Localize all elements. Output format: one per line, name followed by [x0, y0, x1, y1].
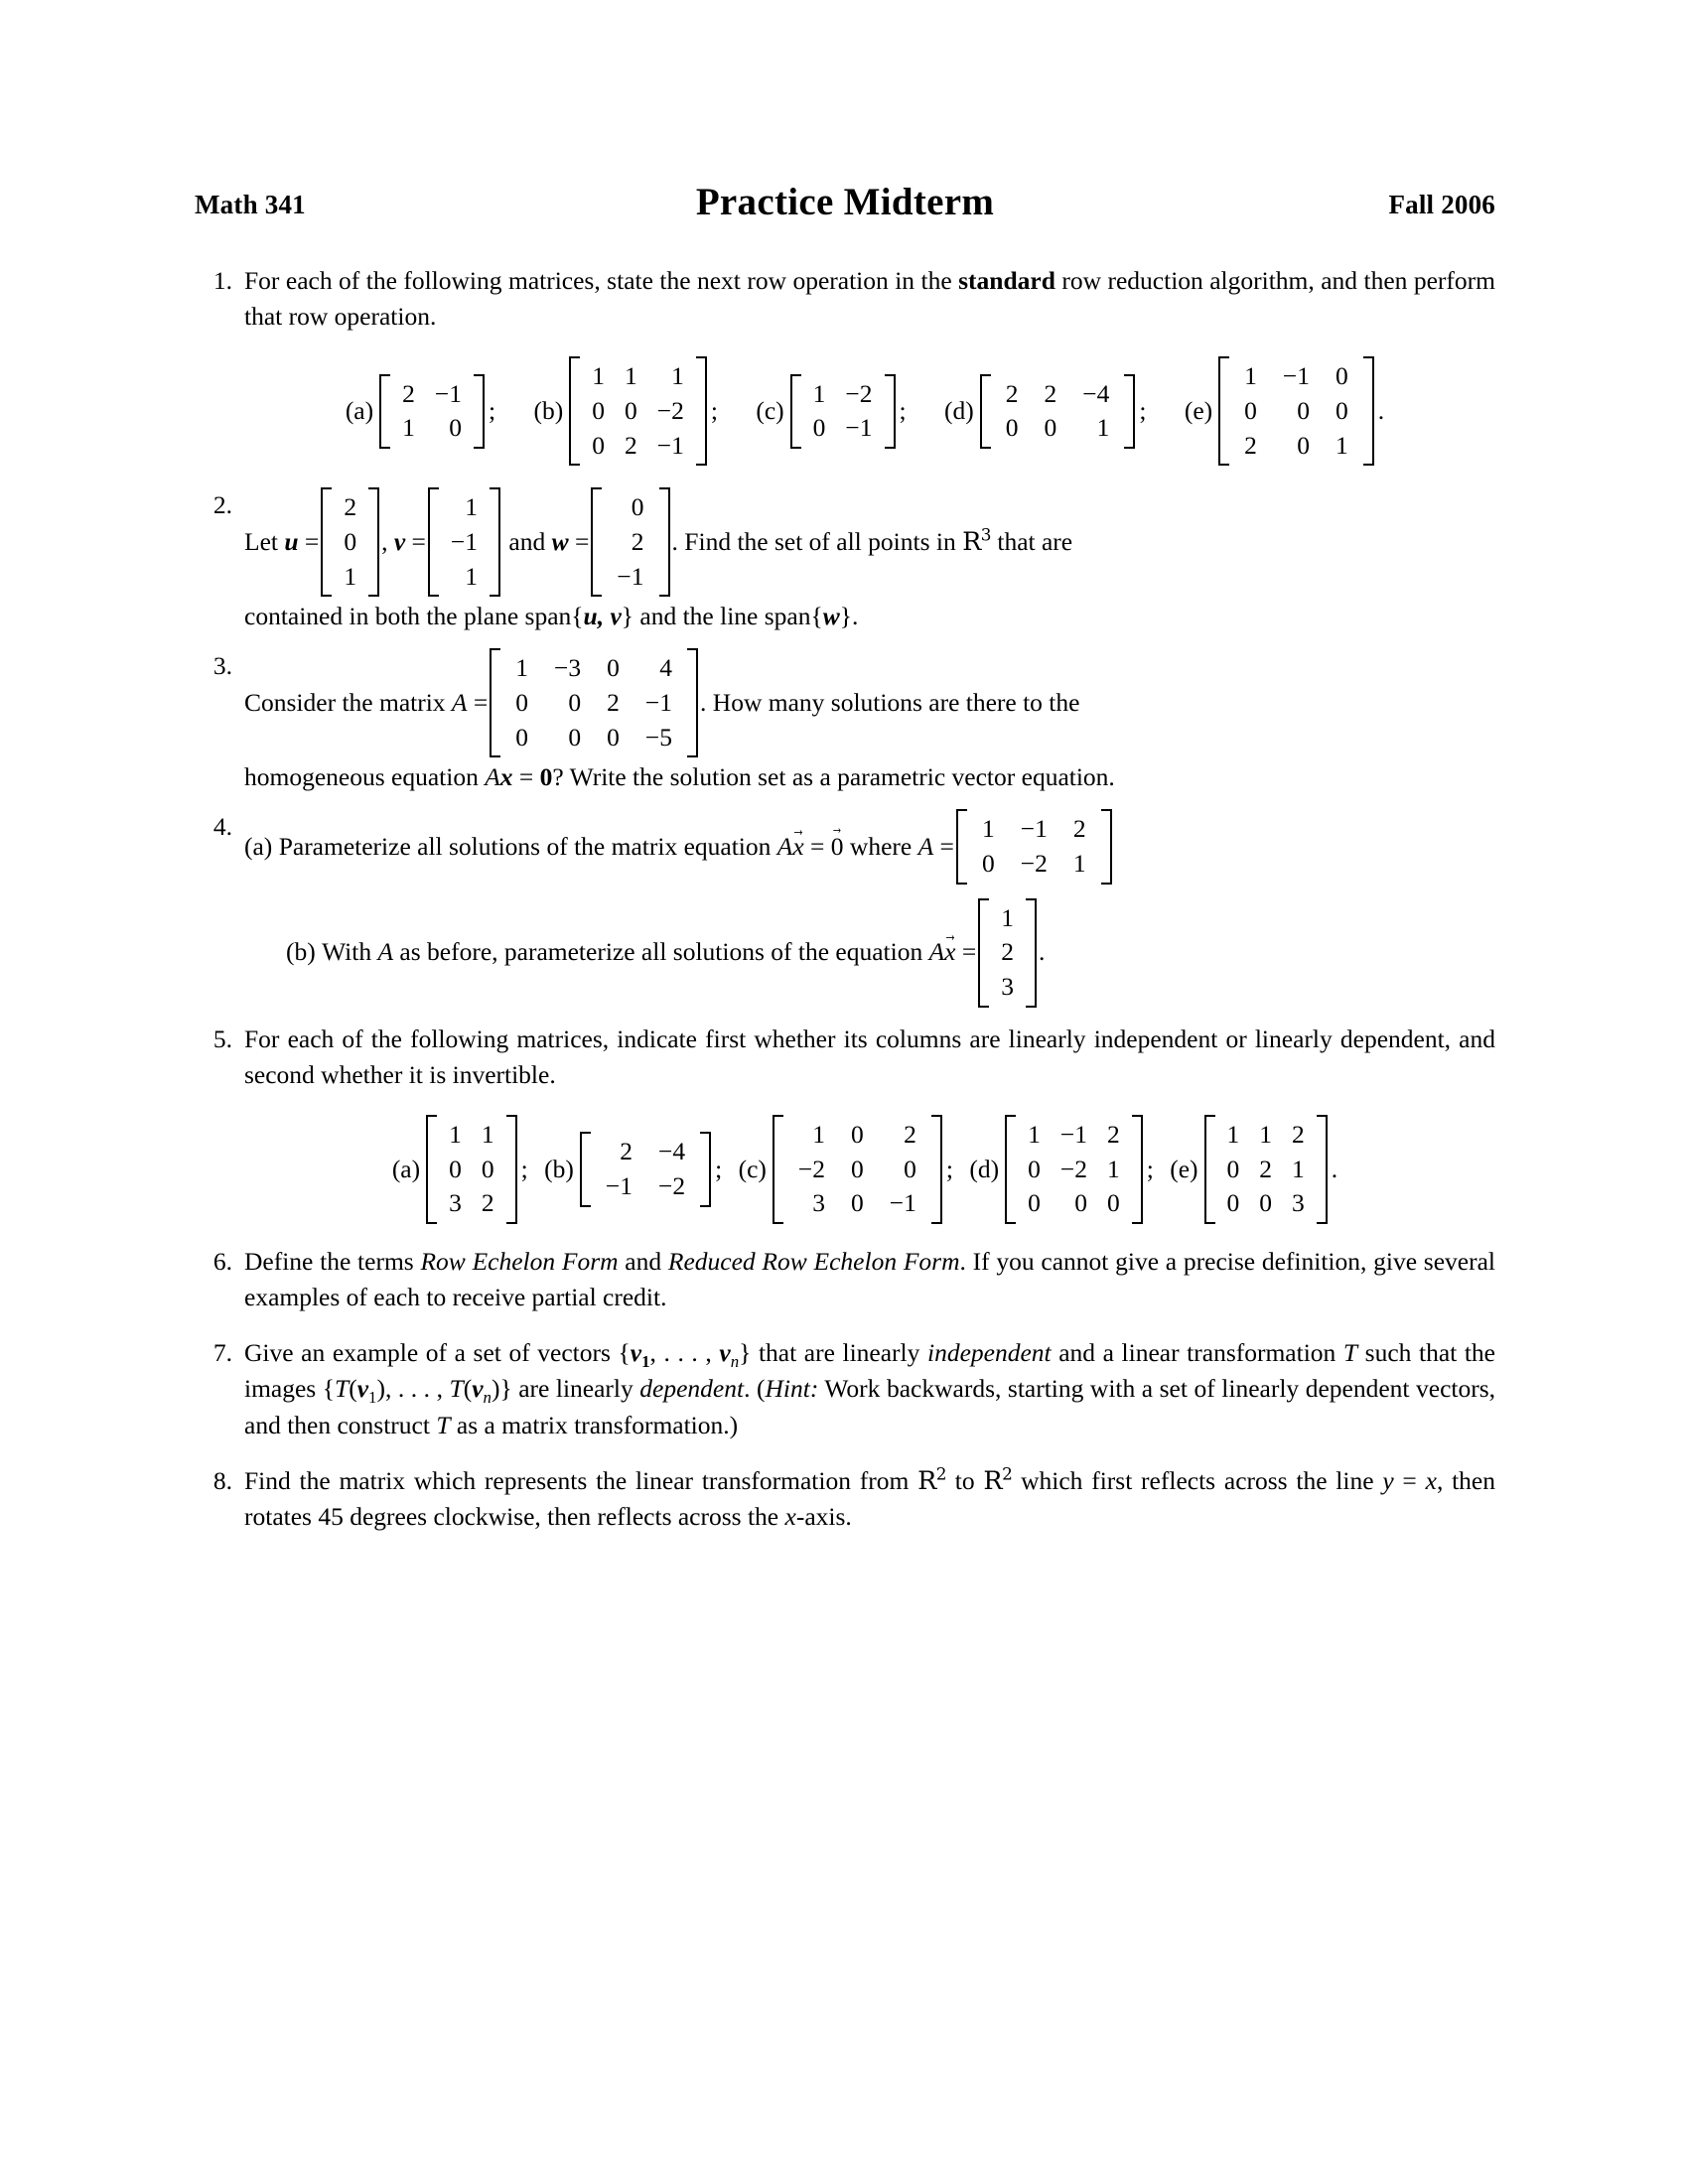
cell: 0: [631, 492, 644, 522]
line-equation: y = x: [1382, 1465, 1437, 1495]
term-independent: independent: [926, 1338, 1052, 1368]
vector-v1: [630, 1338, 650, 1372]
cell: 1: [465, 561, 479, 591]
cell: 0: [607, 653, 620, 683]
term-row-echelon-form: Row Echelon Form: [420, 1246, 619, 1276]
vector-u-name: u: [284, 526, 299, 556]
and-word: and: [508, 526, 546, 556]
cell: 3: [1292, 1188, 1305, 1218]
vector-u: [321, 487, 379, 597]
problem-7: [195, 1335, 1495, 1443]
problem-4-part-a-text: Parameterize all solutions of the matrix equation: [278, 831, 772, 861]
cell: 0: [981, 849, 995, 879]
cell: 0: [592, 396, 605, 426]
problem-2-tail2: that are: [997, 526, 1073, 556]
separator: ;: [715, 1154, 723, 1183]
cell: 0: [624, 396, 637, 426]
cell: 0: [481, 1154, 494, 1183]
matrix-equation-lhs: Ax →: [777, 829, 804, 866]
real-space-symbol: [962, 524, 991, 561]
problem-2: [195, 487, 1495, 634]
cell: 0: [1107, 1188, 1120, 1218]
problem-7-seg5: } are linearly: [499, 1374, 640, 1404]
cell: 1: [1107, 1154, 1120, 1183]
cell: 1: [1259, 1119, 1273, 1149]
problem-4-part-a-label: (a): [244, 831, 273, 861]
cell: −1: [889, 1188, 916, 1218]
separator: ;: [899, 396, 907, 426]
cell: 0: [1028, 1154, 1041, 1183]
cell: 0: [515, 722, 529, 751]
problem-1-matrix-a: [379, 374, 485, 449]
cell: 0: [1336, 361, 1348, 391]
equals-sign: =: [939, 831, 954, 861]
problem-5-part-b: [544, 1132, 732, 1206]
vector-v-name: v: [393, 526, 406, 556]
problem-7-number: 7.: [212, 1338, 232, 1368]
cell: 0: [449, 1154, 462, 1183]
problem-2-statement-line-1: [244, 487, 1495, 597]
cell: 1: [1244, 361, 1257, 391]
course-label: Math 341: [195, 190, 306, 219]
cell: −1: [605, 1170, 633, 1200]
cell: −1: [644, 687, 673, 717]
problem-1-text-after-bold: row reduction algorithm, and then perform that row operation.: [244, 266, 1495, 332]
image-set: $T(v_1)$, . . . , $T(v_n)$: [335, 1374, 500, 1408]
problem-4: [195, 809, 1495, 1007]
problem-1-matrix-c: [790, 374, 896, 449]
problem-list: [195, 263, 1495, 1551]
problem-8-seg1: Find the matrix which represents the linear transformation from: [244, 1465, 918, 1495]
problem-8-seg4: , then rotates 45 degrees clockwise, then reflects across the: [244, 1465, 1495, 1532]
cell: 1: [1001, 902, 1014, 932]
cell: 0: [568, 722, 582, 751]
problem-2-line2-post: }.: [839, 602, 859, 631]
problem-7-seg8: as a matrix transformation.): [450, 1410, 739, 1439]
term-label: Fall 2006: [1388, 190, 1495, 219]
problem-7-seg7: Work backwards, starting with a set of linearly dependent vectors, and then construct: [244, 1374, 1496, 1439]
problem-7-seg4: such that the images {: [244, 1338, 1495, 1404]
problem-8-number: 8.: [212, 1465, 232, 1495]
problem-3-line2-pre: homogeneous equation: [244, 762, 486, 792]
cell: 1: [592, 361, 605, 391]
equals-sign: =: [411, 526, 426, 556]
problem-1-part-d: [944, 374, 1156, 449]
cell: 0: [1297, 430, 1311, 460]
separator: .: [1331, 1154, 1338, 1183]
problem-7-seg2: } that are linearly: [739, 1338, 927, 1368]
problem-3-matrix-A: [490, 648, 698, 757]
vector-index-1: 1: [641, 1352, 650, 1372]
cell: 1: [515, 653, 529, 683]
vector-v-letter: v: [719, 1338, 731, 1368]
problem-7-seg3: and a linear transformation: [1051, 1338, 1343, 1368]
real-space-exponent: 2: [1002, 1463, 1013, 1484]
problem-8: [195, 1463, 1495, 1535]
cell: −2: [1020, 849, 1048, 879]
cell: −2: [1059, 1154, 1088, 1183]
equals-sign: =: [961, 937, 977, 967]
cell: 0: [515, 687, 529, 717]
cell: −5: [644, 722, 673, 751]
cell: 1: [344, 561, 357, 591]
problem-1-part-a: [346, 374, 505, 449]
cell: 1: [449, 1119, 462, 1149]
cell: 3: [449, 1188, 462, 1218]
cell: 1: [402, 413, 415, 443]
problem-2-line2-pre: contained in both the plane span{: [244, 602, 584, 631]
cell: 2: [607, 687, 620, 717]
problem-8-statement: [244, 1463, 1495, 1535]
problem-5-matrix-a: [426, 1115, 517, 1224]
cell: −4: [657, 1137, 686, 1166]
matrix-A-name: A: [451, 687, 468, 717]
term-dependent: dependent: [639, 1374, 745, 1404]
cell: 1: [1028, 1119, 1041, 1149]
cell: −1: [845, 413, 873, 443]
cell: 2: [402, 378, 415, 408]
separator: ;: [489, 396, 496, 426]
problem-5: [195, 1022, 1495, 1224]
problem-1: [195, 263, 1495, 466]
cell: 0: [1336, 396, 1348, 426]
cell: −1: [656, 430, 684, 460]
cell: −1: [450, 526, 479, 556]
zero-vector: 0 →: [831, 829, 844, 866]
problem-6-seg2: and: [618, 1246, 668, 1276]
separator: .: [1377, 396, 1385, 426]
vector-v: [428, 487, 500, 597]
equals-sign: =: [304, 526, 320, 556]
transformation-T: T: [1342, 1338, 1358, 1368]
problem-1-part-a-label: (a): [345, 396, 374, 426]
cell: 2: [1107, 1119, 1120, 1149]
problem-5-matrices: [244, 1115, 1495, 1224]
real-space-letter: R: [917, 1465, 936, 1496]
problem-5-matrix-e: [1204, 1115, 1328, 1224]
problem-2-line2-mid: } and the line span{: [621, 602, 823, 631]
separator: ;: [945, 1154, 954, 1183]
matrix-equation-lhs: Ax →: [929, 934, 956, 971]
separator: ;: [520, 1154, 528, 1183]
cell: −2: [656, 396, 684, 426]
problem-2-number: 2.: [212, 490, 232, 520]
cell: 2: [481, 1188, 494, 1218]
cell: 0: [1074, 1188, 1088, 1218]
comma: ,: [381, 526, 388, 556]
separator: ;: [1146, 1154, 1154, 1183]
cell: 1: [624, 361, 637, 391]
cell: 0: [1244, 396, 1257, 426]
problem-5-part-a: [392, 1115, 538, 1224]
cell: 0: [449, 413, 463, 443]
problem-6-statement: [244, 1244, 1495, 1315]
problem-8-seg5: -axis.: [795, 1502, 852, 1532]
cell: −2: [845, 378, 873, 408]
problem-1-text-before-bold: For each of the following matrices, state the next row operation in the: [244, 266, 959, 295]
cell: 1: [1336, 430, 1348, 460]
separator: ;: [1139, 396, 1147, 426]
cell: 0: [851, 1154, 864, 1183]
problem-5-part-e-label: (e): [1170, 1154, 1198, 1183]
vector-w-name: w: [551, 526, 569, 556]
cell: 0: [607, 722, 620, 751]
equals-sign: =: [575, 526, 590, 556]
cell: 1: [812, 1119, 826, 1149]
problem-2-tail: . Find the set of all points in: [671, 526, 956, 556]
problem-1-matrices: [244, 356, 1495, 466]
span-uv: u, v: [583, 602, 622, 631]
matrix-A-name: A: [917, 831, 934, 861]
page-header: [195, 181, 1495, 229]
cell: 2: [631, 526, 644, 556]
problem-1-part-e-label: (e): [1184, 396, 1213, 426]
transformation-T-2: T: [436, 1410, 451, 1439]
cell: 2: [904, 1119, 916, 1149]
problem-5-part-d-label: (d): [969, 1154, 1000, 1183]
problem-5-number: 5.: [212, 1024, 232, 1053]
problem-3-statement-line-2: [244, 759, 1495, 795]
problem-4-part-b-label: (b): [286, 937, 316, 967]
real-space-letter: R: [983, 1465, 1003, 1496]
problem-4-rhs-vector: [978, 898, 1037, 1008]
where-word: where: [849, 831, 913, 861]
cell: 1: [1072, 849, 1086, 879]
vector-w: [591, 487, 669, 597]
cell: 0: [904, 1154, 916, 1183]
cell: 2: [344, 492, 357, 522]
real-space-exponent: 3: [980, 524, 991, 545]
problem-1-bold-word: standard: [958, 266, 1055, 295]
period: .: [1039, 937, 1046, 967]
page-title: Practice Midterm: [695, 181, 995, 223]
cell: 3: [1001, 971, 1014, 1001]
real-space-symbol-2: [983, 1463, 1013, 1496]
cell: 2: [624, 430, 637, 460]
problem-5-part-e: [1170, 1115, 1347, 1224]
problem-4-part-b-text-2: as before, parameterize all solutions of the equation: [399, 937, 923, 967]
cell: 0: [1044, 413, 1057, 443]
problem-5-part-b-label: (b): [544, 1154, 574, 1183]
cell: −1: [1020, 814, 1048, 844]
problem-2-lead: Let: [244, 526, 278, 556]
problem-5-statement: For each of the following matrices, indicate first whether its columns are linearly independent or linearly dependent, and second whether it is invertible.: [244, 1024, 1495, 1089]
problem-4-part-b-text-1: With: [322, 937, 372, 967]
cell: −3: [554, 653, 582, 683]
problem-5-part-d: [969, 1115, 1163, 1224]
problem-3-number: 3.: [212, 651, 232, 681]
problem-1-matrix-d: [980, 374, 1136, 449]
vector-dots: , . . . ,: [649, 1338, 720, 1368]
cell: 4: [659, 653, 673, 683]
problem-2-statement-line-2: [244, 599, 1495, 634]
homogeneous-equation: Ax = 0: [485, 762, 553, 792]
term-reduced-row-echelon-form: Reduced Row Echelon Form: [667, 1246, 960, 1276]
cell: 0: [568, 687, 582, 717]
cell: 0: [1226, 1188, 1240, 1218]
problem-6-seg1: Define the terms: [244, 1246, 421, 1276]
problem-3-tail: . How many solutions are there to the: [700, 687, 1080, 717]
problem-7-seg1: Give an example of a set of vectors {: [244, 1338, 631, 1368]
problem-5-part-c-label: (c): [738, 1154, 767, 1183]
cell: −1: [1282, 361, 1311, 391]
problem-3-lead: Consider the matrix: [244, 687, 446, 717]
equals-sign: =: [473, 687, 489, 717]
problem-4-number: 4.: [212, 812, 232, 842]
problem-7-statement: [244, 1335, 1495, 1443]
cell: 0: [1259, 1188, 1273, 1218]
cell: 1: [1292, 1154, 1305, 1183]
problem-1-part-e: [1185, 356, 1394, 466]
problem-1-matrix-b: [569, 356, 707, 466]
problem-6-seg3: . If you cannot give a precise definition, give several examples of each to receive partial credit.: [244, 1246, 1495, 1312]
cell: 0: [344, 526, 357, 556]
problem-1-number: 1.: [212, 266, 232, 295]
cell: −1: [617, 561, 644, 591]
cell: 0: [1226, 1154, 1240, 1183]
cell: 2: [1292, 1119, 1305, 1149]
cell: 2: [1044, 378, 1057, 408]
cell: 1: [1226, 1119, 1240, 1149]
problem-3-line2-post: ? Write the solution set as a parametric vector equation.: [552, 762, 1115, 792]
cell: −4: [1082, 378, 1110, 408]
separator: ;: [710, 396, 718, 426]
cell: 2: [1001, 937, 1014, 967]
cell: 0: [851, 1119, 864, 1149]
cell: 2: [1005, 378, 1019, 408]
problem-1-part-c-label: (c): [756, 396, 784, 426]
cell: 2: [1259, 1154, 1273, 1183]
problem-6-number: 6.: [212, 1246, 232, 1276]
cell: 2: [1244, 430, 1257, 460]
cell: 0: [1297, 396, 1311, 426]
problem-4-matrix-A: [956, 809, 1112, 884]
cell: 2: [620, 1137, 633, 1166]
real-space-exponent: 2: [935, 1463, 946, 1484]
problem-7-seg6: . (: [744, 1374, 766, 1404]
cell: 1: [812, 378, 826, 408]
problem-5-matrix-d: [1005, 1115, 1143, 1224]
x-axis-variable: x: [784, 1502, 796, 1532]
cell: 1: [481, 1119, 494, 1149]
problem-1-part-b-label: (b): [533, 396, 564, 426]
cell: 1: [981, 814, 995, 844]
problem-5-matrix-c: [773, 1115, 942, 1224]
problem-4-part-b: [244, 898, 1495, 1008]
vector-v-letter: v: [630, 1338, 642, 1368]
real-space-symbol-1: [917, 1463, 946, 1496]
cell: 1: [465, 492, 479, 522]
real-space-letter: R: [962, 526, 981, 557]
problem-3: [195, 648, 1495, 795]
cell: −2: [797, 1154, 826, 1183]
problem-1-part-d-label: (d): [944, 396, 974, 426]
problem-1-part-c: [756, 374, 915, 449]
problem-6: [195, 1244, 1495, 1315]
problem-4-part-a: [244, 809, 1495, 884]
problem-5-part-c: [739, 1115, 963, 1224]
cell: −1: [1059, 1119, 1088, 1149]
cell: 0: [1028, 1188, 1041, 1218]
cell: 3: [812, 1188, 826, 1218]
equals-sign: =: [810, 831, 825, 861]
problem-5-part-a-label: (a): [391, 1154, 421, 1183]
vector-index-n: n: [730, 1352, 740, 1372]
cell: −1: [434, 378, 463, 408]
cell: 0: [851, 1188, 864, 1218]
matrix-A-reference: A: [377, 937, 394, 967]
cell: 1: [1096, 413, 1110, 443]
span-w: w: [822, 602, 840, 631]
hint-label: Hint:: [765, 1374, 819, 1404]
cell: 1: [671, 361, 684, 391]
problem-5-matrix-b: [580, 1132, 711, 1206]
cell: 0: [592, 430, 605, 460]
cell: 2: [1072, 814, 1086, 844]
problem-1-part-b: [533, 356, 727, 466]
problem-8-seg3: which first reflects across the line: [1012, 1465, 1383, 1495]
cell: 0: [1005, 413, 1019, 443]
problem-8-seg2: to: [946, 1465, 984, 1495]
cell: 0: [812, 413, 826, 443]
problem-3-statement-line-1: [244, 648, 1495, 757]
cell: −2: [657, 1170, 686, 1200]
vector-vn: [719, 1338, 740, 1372]
problem-1-statement: [244, 263, 1495, 335]
problem-1-matrix-e: [1218, 356, 1374, 466]
